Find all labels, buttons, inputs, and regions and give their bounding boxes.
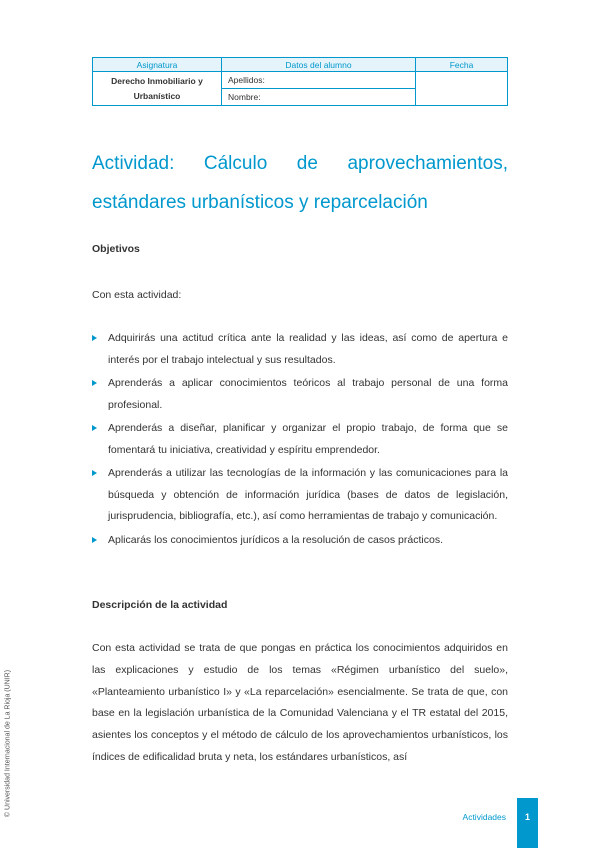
col-date-header: Fecha	[416, 58, 508, 72]
description-text: Con esta actividad se trata de que pongas en práctica los conocimientos adquiridos en las explicaciones y estudio de los temas «Régimen urbanístico del suelo», «Planteamiento urbanístico I» y «La reparcelación» esencialmente. Se trata de que, con base en la legislación urbanística de la Comunidad Valenciana y el TR estatal del 2015, asientes los conceptos y el método de cálculo de los aprovechamientos urbanísticos, los índices de edificalidad bruta y neta, los estándares urbanísticos, así	[92, 642, 508, 763]
copyright-vertical: © Universidad Internacional de La Rioja (UNIR)	[4, 669, 12, 818]
subject-line1: Derecho Inmobiliario y	[111, 75, 203, 86]
title-word: Cálculo	[203, 153, 268, 174]
list-item: Aprenderás a aplicar conocimientos teóricos al trabajo personal de una forma profesional.	[92, 373, 508, 416]
page-number: 1	[524, 812, 530, 822]
objectives-intro: Con esta actividad:	[92, 289, 182, 301]
list-item: Aprenderás a utilizar las tecnologías de la información y las comunicaciones para la búsqueda y obtención de información jurídica (bases de datos de legislación, jurisprudencia, bibliografía, etc.), así como herramientas de trabajo y comunicación.	[92, 463, 508, 528]
col-subject-header: Asignatura	[93, 58, 222, 72]
bullet-arrow-icon	[92, 425, 97, 431]
subject-cell	[93, 72, 222, 106]
bullet-arrow-icon	[92, 380, 97, 386]
surname-label: Apellidos:	[222, 72, 416, 89]
objectives-heading: Objetivos	[92, 243, 140, 255]
title-line1	[92, 144, 508, 183]
title-word: Actividad:	[92, 153, 175, 174]
date-cell	[416, 72, 508, 106]
bullet-arrow-icon	[92, 335, 97, 341]
page-number-tab	[517, 798, 538, 848]
bullet-arrow-icon	[92, 470, 97, 476]
description-heading: Descripción de la actividad	[92, 599, 228, 611]
name-label: Nombre:	[222, 89, 416, 106]
objectives-list	[92, 328, 508, 553]
title-line2: estándares urbanísticos y reparcelación	[92, 192, 428, 213]
title-word: de	[296, 153, 318, 174]
page-title	[92, 144, 508, 222]
header-table	[92, 57, 508, 106]
bullet-arrow-icon	[92, 537, 97, 543]
title-word: aprovechamientos,	[347, 153, 508, 174]
footer-section-label: Actividades	[462, 812, 506, 822]
list-item: Aprenderás a diseñar, planificar y organizar el propio trabajo, de forma que se fomentará tu iniciativa, creatividad y espíritu emprendedor.	[92, 418, 508, 461]
subject-line2: Urbanístico	[133, 90, 181, 101]
list-item: Adquirirás una actitud crítica ante la realidad y las ideas, así como de apertura e interés por el trabajo intelectual y sus resultados.	[92, 328, 508, 371]
col-student-header: Datos del alumno	[222, 58, 416, 72]
list-item: Aplicarás los conocimientos jurídicos a la resolución de casos prácticos.	[92, 530, 508, 552]
